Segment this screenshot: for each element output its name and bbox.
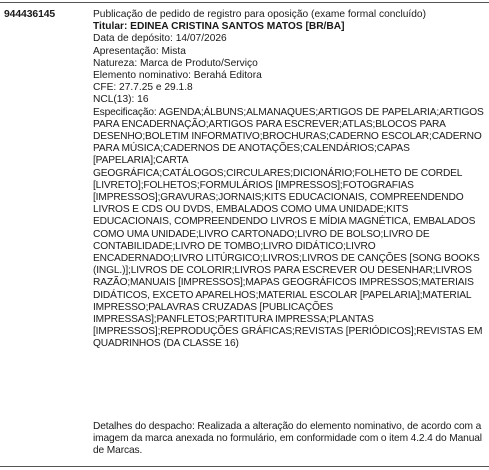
ncl-line bbox=[93, 94, 485, 106]
deposit-date-line bbox=[93, 33, 485, 45]
cfe-label: CFE: bbox=[93, 82, 120, 94]
cfe-line bbox=[93, 82, 485, 94]
process-number[interactable]: 944436145 bbox=[4, 9, 56, 20]
nominative-element-label: Elemento nominativo: bbox=[93, 70, 194, 82]
nature-line bbox=[93, 58, 485, 70]
bottom-divider bbox=[0, 466, 489, 467]
record-details bbox=[93, 9, 485, 351]
presentation-line bbox=[93, 46, 485, 58]
specification-label: Especificação: bbox=[93, 106, 159, 118]
deposit-date-label: Data de depósito: bbox=[93, 33, 176, 45]
cfe-value: 27.7.25 e 29.1.8 bbox=[119, 82, 193, 94]
nature-value: Marca de Produto/Serviço bbox=[140, 57, 258, 69]
holder-value: EDINEA CRISTINA SANTOS MATOS [BR/BA] bbox=[130, 21, 345, 33]
deposit-date-value: 14/07/2026 bbox=[175, 33, 227, 45]
nominative-element-value: Berahá Editora bbox=[193, 70, 262, 82]
despacho-value: Realizada a alteração do elemento nominativo, de acordo com a imagem da marca anexada no formulário, em conformidade com o item 4.2.4 do Manual de Marcas. bbox=[93, 421, 482, 457]
ncl-label: NCL(13): bbox=[93, 94, 138, 106]
despacho-details bbox=[93, 421, 485, 458]
presentation-value: Mista bbox=[161, 45, 186, 57]
despacho-label: Detalhes do despacho: bbox=[93, 421, 198, 432]
specification-value: AGENDA;ÁLBUNS;ALMANAQUES;ARTIGOS DE PAPELARIA;ARTIGOS PARA ENCADERNAÇÃO;ARTIGOS PARA ESCREVER;ATLAS;BLOCOS PARA DESENHO;BOLETIM INFORMATIVO;BROCHURAS;CADERNO ESCOLAR;CADERNO PARA MÚSICA;CADERNOS DE ANOTAÇÕES;CALENDÁRIOS;CAPAS [PAPELARIA];CARTA GEOGRÁFICA;CATÁLOGOS;CIRCULARES;DICIONÁRIO;FOLHETO DE CORDEL [LIVRETO];FOLHETOS;FORMULÁRIOS [IMPRESSOS];FOTOGRAFIAS [IMPRESSOS];GRAVURAS;JORNAIS;KITS EDUCACIONAIS, COMPREENDENDO LIVROS E CDS OU DVDS, EMBALADOS COMO UMA UNIDADE;KITS EDUCACIONAIS, COMPREENDENDO LIVROS E MÍDIA MAGNÉTICA, EMBALADOS COMO UMA UNIDADE;LIVRO CARTONADO;LIVRO DE BOLSO;LIVRO DE CONTABILIDADE;LIVRO DE TOMBO;LIVRO DIDÁTICO;LIVRO ENCADERNADO;LIVRO LITÚRGICO;LIVROS;LIVROS DE CANÇÕES [SONG BOOKS (INGL.)];LIVROS DE COLORIR;LIVROS PARA ESCREVER OU DESENHAR;LIVROS RAZÃO;MANUAIS [IMPRESSOS];MAPAS GEOGRÁFICOS IMPRESSOS;MATERIAIS DIDÁTICOS, EXCETO APARELHOS;MATERIAL ESCOLAR [PAPELARIA];MATERIAL IMPRESSO;PALAVRAS CRUZADAS [PUBLICAÇÕES IMPRESSAS];PANFLETOS;PARTITURA IMPRESSA;PLANTAS [IMPRESSOS];REPRODUÇÕES GRÁFICAS;REVISTAS [PERIÓDICOS];REVISTAS EM QUADRINHOS (DA CLASSE 16) bbox=[93, 106, 484, 350]
specification-block bbox=[93, 107, 485, 351]
publication-type: Publicação de pedido de registro para oposição (exame formal concluído) bbox=[93, 9, 426, 20]
presentation-label: Apresentação: bbox=[93, 45, 162, 57]
nature-label: Natureza: bbox=[93, 57, 140, 69]
ncl-value: 16 bbox=[137, 94, 149, 106]
holder-label: Titular: bbox=[93, 21, 131, 33]
top-divider bbox=[0, 2, 489, 3]
nominative-element-line bbox=[93, 70, 485, 82]
holder-line bbox=[93, 21, 485, 33]
